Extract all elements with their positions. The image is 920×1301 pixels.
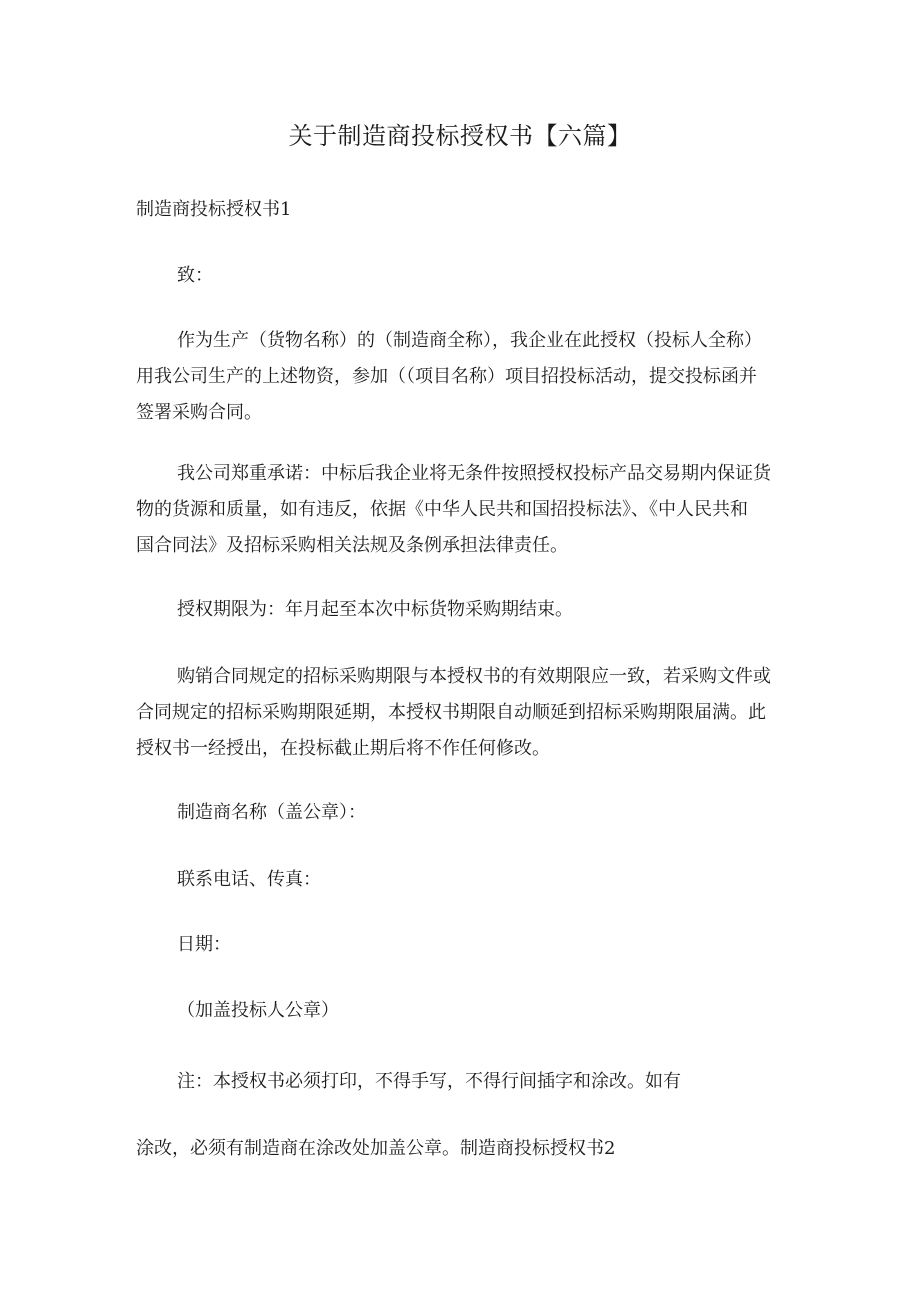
authorization-period: 授权期限为：年月起至本次中标货物采购期结束。 [177,599,573,620]
paragraph-line: 物的货源和质量，如有违反，依据《中华人民共和国招投标法》、《中人民共和 [136,499,748,520]
paragraph-authorization [136,323,796,431]
note-line-1: 注：本授权书必须打印，不得手写，不得行间插字和涂改。如有 [177,1071,681,1092]
paragraph-line: 作为生产（货物名称）的（制造商全称），我企业在此授权（投标人全称） [177,330,762,351]
salutation: 致： [177,265,213,286]
contact-field: 联系电话、传真： [177,869,321,890]
paragraph-line: 用我公司生产的上述物资，参加（（项目名称）项目招投标活动，提交投标函并 [136,366,757,387]
paragraph-line: 签署采购合同。 [136,402,262,423]
note-line-2: 涂改，必须有制造商在涂改处加盖公章。制造商投标授权书2 [136,1138,616,1159]
paragraph-line: 国合同法》及招标采购相关法规及条例承担法律责任。 [136,535,568,556]
seal-note: （加盖投标人公章） [177,1000,339,1021]
manufacturer-name-field: 制造商名称（盖公章）： [177,802,366,823]
section-heading: 制造商投标授权书1 [136,199,292,220]
paragraph-line: 购销合同规定的招标采购期限与本授权书的有效期限应一致，若采购文件或 [177,666,771,687]
date-field: 日期： [177,934,231,955]
paragraph-line: 授权书一经授出，在投标截止期后将不作任何修改。 [136,738,550,759]
document-title: 关于制造商投标授权书【六篇】 [288,122,632,150]
paragraph-line: 我公司郑重承诺：中标后我企业将无条件按照授权投标产品交易期内保证货 [177,463,771,484]
paragraph-validity [136,659,796,767]
paragraph-line: 合同规定的招标采购期限延期，本授权书期限自动顺延到招标采购期限届满。此 [136,702,766,723]
paragraph-commitment [136,456,796,564]
